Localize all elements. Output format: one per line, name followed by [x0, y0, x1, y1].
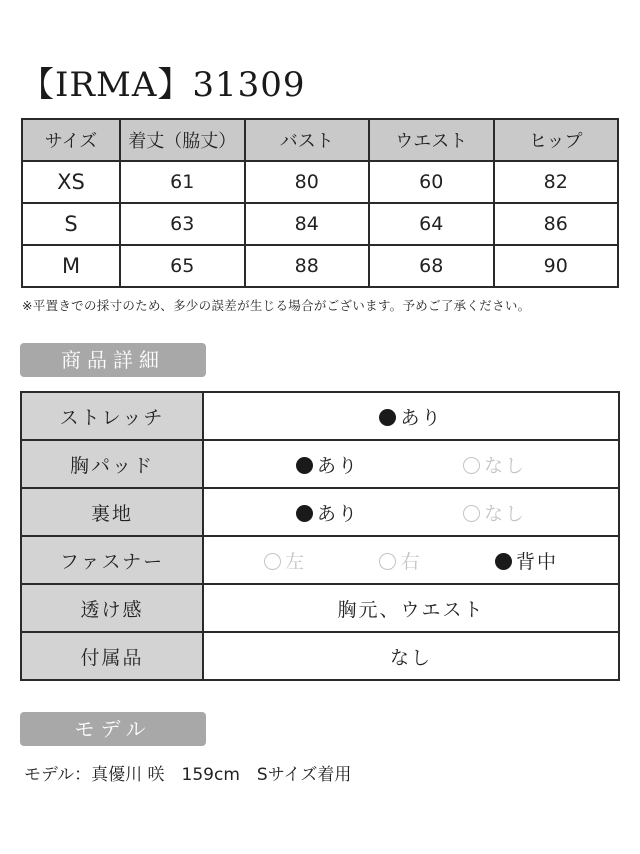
size-cell: XS	[22, 161, 120, 203]
detail-value	[203, 536, 619, 584]
header-cell: ヒップ	[494, 119, 619, 161]
detail-row-pad	[21, 440, 619, 488]
option-text: 左	[285, 550, 307, 573]
value-cell: 64	[369, 203, 494, 245]
table-row	[22, 245, 618, 287]
value-cell: 61	[120, 161, 245, 203]
filled-circle-icon	[495, 553, 512, 570]
detail-row-stretch	[21, 392, 619, 440]
header-cell: ウエスト	[369, 119, 494, 161]
empty-circle-icon	[463, 505, 480, 522]
option-text: あり	[316, 454, 359, 477]
filled-circle-icon	[296, 505, 313, 522]
detail-label: ストレッチ	[21, 392, 203, 440]
details-table	[20, 391, 620, 681]
header-cell: サイズ	[22, 119, 120, 161]
size-cell: M	[22, 245, 120, 287]
detail-value: 胸元、ウエスト	[203, 584, 619, 632]
empty-circle-icon	[463, 457, 480, 474]
option-text: 背中	[515, 550, 558, 573]
option-ari	[296, 499, 359, 526]
size-cell: S	[22, 203, 120, 245]
detail-row-sheer	[21, 584, 619, 632]
empty-circle-icon	[379, 553, 396, 570]
value-cell: 80	[245, 161, 370, 203]
measurement-note: ※平置きでの採寸のため、多少の誤差が生じる場合がございます。予めご了承ください。	[22, 298, 531, 313]
value-cell: 86	[494, 203, 619, 245]
option-back	[495, 547, 558, 574]
option-ari	[379, 403, 442, 430]
table-row	[22, 203, 618, 245]
page-title: 【IRMA】31309	[20, 65, 306, 105]
detail-value	[203, 392, 619, 440]
section-label-model: モデル	[20, 712, 206, 746]
detail-value	[203, 488, 619, 536]
value-cell: 88	[245, 245, 370, 287]
detail-label: 胸パッド	[21, 440, 203, 488]
option-ari	[296, 451, 359, 478]
option-text: なし	[483, 502, 526, 525]
option-nashi	[463, 451, 526, 478]
value-cell: 84	[245, 203, 370, 245]
size-table-header	[22, 119, 618, 161]
option-text: 右	[400, 550, 422, 573]
header-cell: バスト	[245, 119, 370, 161]
value-cell: 82	[494, 161, 619, 203]
option-text: なし	[483, 454, 526, 477]
model-info: モデル：真優川 咲 159cm Sサイズ着用	[24, 765, 352, 785]
value-cell: 65	[120, 245, 245, 287]
size-table	[21, 118, 619, 288]
detail-row-lining	[21, 488, 619, 536]
detail-label: 裏地	[21, 488, 203, 536]
detail-label: 透け感	[21, 584, 203, 632]
detail-label: ファスナー	[21, 536, 203, 584]
detail-row-fastener	[21, 536, 619, 584]
empty-circle-icon	[264, 553, 281, 570]
value-cell: 60	[369, 161, 494, 203]
option-left	[264, 547, 306, 574]
option-nashi	[463, 499, 526, 526]
table-row	[22, 161, 618, 203]
option-text: あり	[400, 406, 443, 429]
detail-value	[203, 440, 619, 488]
value-cell: 63	[120, 203, 245, 245]
option-text: あり	[316, 502, 359, 525]
detail-row-accessories	[21, 632, 619, 680]
filled-circle-icon	[296, 457, 313, 474]
detail-label: 付属品	[21, 632, 203, 680]
filled-circle-icon	[379, 409, 396, 426]
section-label-details: 商品詳細	[20, 343, 206, 377]
header-cell: 着丈（脇丈）	[120, 119, 245, 161]
value-cell: 68	[369, 245, 494, 287]
detail-value: なし	[203, 632, 619, 680]
option-right	[379, 547, 421, 574]
value-cell: 90	[494, 245, 619, 287]
